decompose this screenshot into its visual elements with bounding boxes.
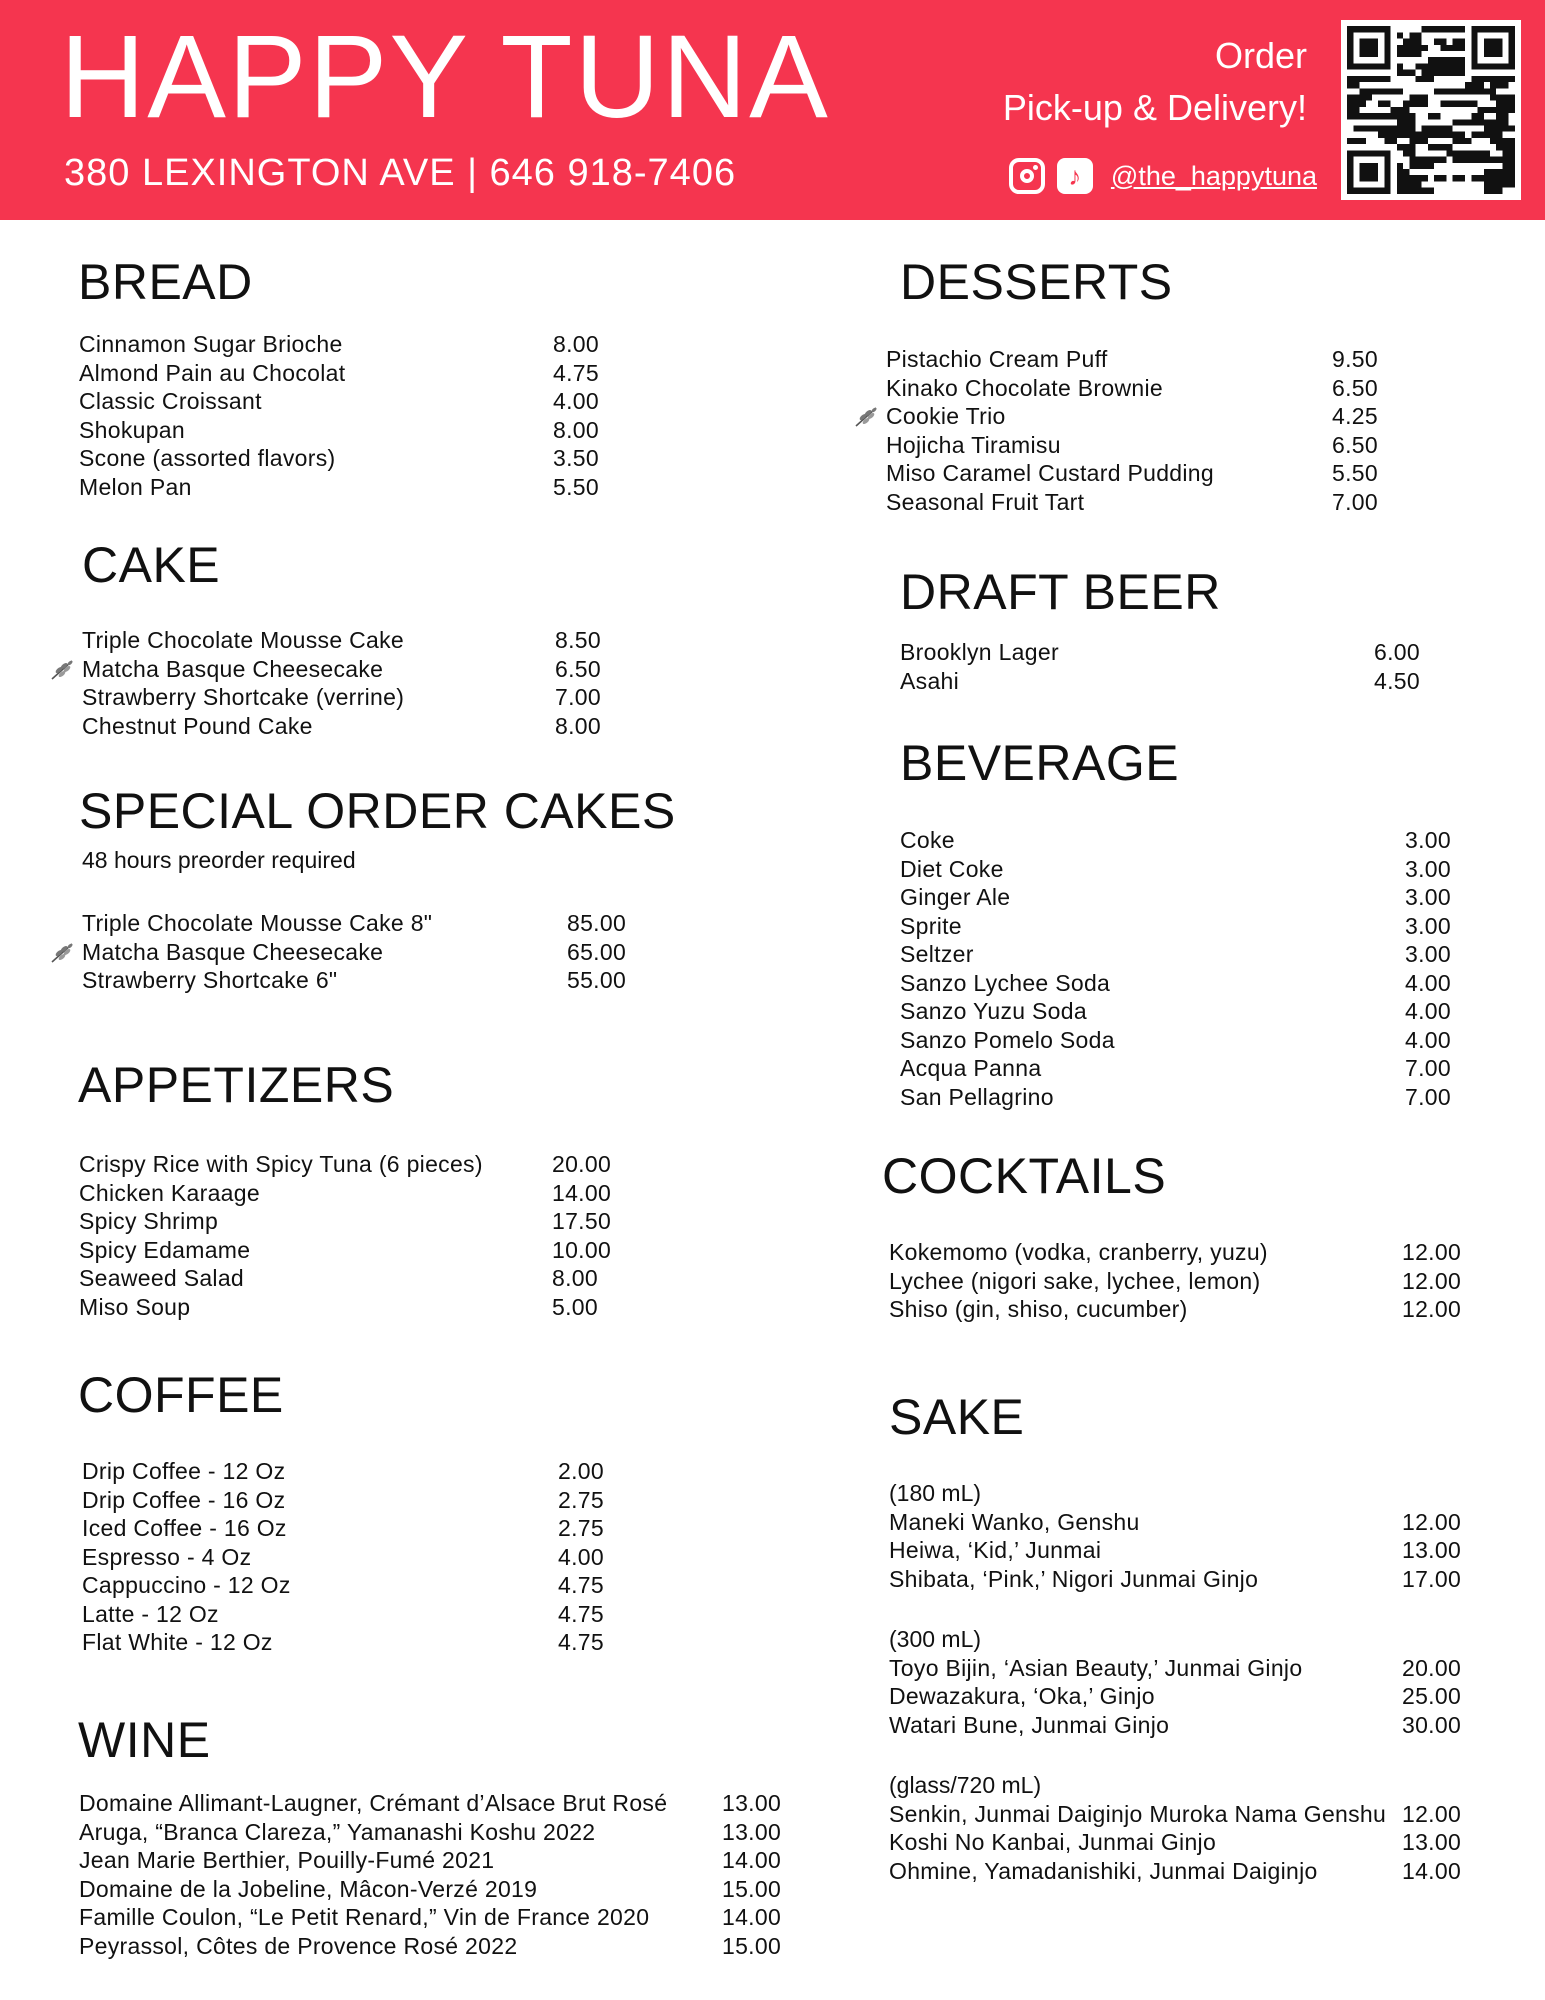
special-order-section: [79, 781, 676, 874]
item-name: Jean Marie Berthier, Pouilly-Fumé 2021: [79, 1847, 495, 1873]
sake-size-label: (300 mL): [889, 1626, 982, 1652]
item-price: 3.00: [1405, 855, 1451, 882]
menu-item: [79, 330, 639, 359]
item-price: 13.00: [1402, 1537, 1462, 1563]
menu-item: [889, 1295, 1469, 1324]
sake-list: [889, 1479, 1489, 1917]
item-price: 2.75: [558, 1486, 604, 1513]
item-price: 8.00: [552, 1265, 598, 1291]
item-price: 5.50: [1332, 460, 1378, 486]
item-price: 4.00: [558, 1543, 604, 1570]
menu-item: [900, 855, 1460, 884]
item-name: Seasonal Fruit Tart: [886, 488, 1085, 515]
item-name: Latte - 12 Oz: [82, 1600, 219, 1627]
item-name: Peyrassol, Côtes de Provence Rosé 2022: [79, 1932, 518, 1959]
item-price: 9.50: [1332, 346, 1378, 372]
item-name: Koshi No Kanbai, Junmai Ginjo: [889, 1829, 1217, 1855]
item-name: Scone (assorted flavors): [79, 445, 336, 471]
item-name: Sprite: [900, 912, 962, 939]
menu-item: [889, 1800, 1489, 1829]
item-name: Seltzer: [900, 941, 974, 967]
item-name: Cookie Trio: [886, 403, 1006, 429]
item-name: Watari Bune, Junmai Ginjo: [889, 1711, 1170, 1738]
item-price: 4.75: [558, 1572, 604, 1598]
brand-title: HAPPY TUNA: [60, 11, 830, 143]
item-name: Sanzo Lychee Soda: [900, 969, 1111, 996]
wheat-icon: [50, 657, 76, 681]
menu-item: [82, 1628, 642, 1657]
sake-size-label: (glass/720 mL): [889, 1772, 1042, 1798]
item-price: 4.50: [1374, 667, 1420, 694]
item-price: 2.75: [558, 1515, 604, 1541]
section-title: COCKTAILS: [882, 1148, 1167, 1204]
item-price: 17.00: [1402, 1565, 1462, 1592]
menu-item: [900, 1026, 1460, 1055]
beverage-list: [900, 826, 1460, 1111]
section-title: COFFEE: [78, 1367, 284, 1423]
item-price: 17.50: [552, 1208, 612, 1234]
item-price: 8.00: [553, 416, 599, 443]
menu-item: [889, 1654, 1489, 1683]
item-name: Senkin, Junmai Daiginjo Muroka Nama Genshu: [889, 1800, 1387, 1827]
item-price: 13.00: [722, 1790, 782, 1816]
menu-item: [79, 1818, 799, 1847]
item-price: 55.00: [567, 967, 627, 993]
item-name: Ginger Ale: [900, 884, 1011, 910]
menu-item: [889, 1682, 1489, 1711]
item-name: Matcha Basque Cheesecake: [82, 655, 384, 682]
item-price: 7.00: [1405, 1055, 1451, 1081]
desserts-list: [886, 345, 1446, 516]
item-name: Famille Coulon, “Le Petit Renard,” Vin de France 2020: [79, 1904, 650, 1930]
address-phone: 380 LEXINGTON AVE | 646 918-7406: [64, 152, 737, 194]
item-name: Ohmine, Yamadanishiki, Junmai Daiginjo: [889, 1857, 1318, 1884]
wheat-icon: [50, 940, 76, 964]
draft-beer-section: [900, 562, 1221, 622]
wheat-icon: [854, 404, 880, 428]
order-callout: [1003, 30, 1307, 134]
menu-item: [82, 655, 642, 684]
cocktails-section: [882, 1146, 1166, 1206]
instagram-icon[interactable]: [1009, 158, 1045, 194]
item-name: Spicy Edamame: [79, 1236, 251, 1263]
item-price: 20.00: [552, 1151, 612, 1177]
item-price: 14.00: [722, 1904, 782, 1930]
menu-item: [79, 1293, 679, 1322]
item-price: 6.00: [1374, 639, 1420, 665]
menu-item: [82, 626, 642, 655]
item-name: Dewazakura, ‘Oka,’ Ginjo: [889, 1683, 1155, 1709]
menu-item: [900, 667, 1460, 696]
item-price: 8.00: [555, 712, 601, 739]
qr-code[interactable]: [1341, 20, 1521, 200]
item-price: 15.00: [722, 1875, 782, 1902]
item-name: Spicy Shrimp: [79, 1208, 219, 1234]
menu-item: [79, 1846, 799, 1875]
item-price: 12.00: [1402, 1239, 1462, 1265]
section-title: BEVERAGE: [900, 735, 1180, 791]
item-price: 4.75: [558, 1600, 604, 1627]
item-name: Espresso - 4 Oz: [82, 1543, 252, 1570]
item-price: 7.00: [555, 684, 601, 710]
social-handle-link[interactable]: @the_happytuna: [1110, 160, 1317, 191]
menu-item: [889, 1711, 1489, 1740]
menu-item: [79, 1150, 679, 1179]
draft-beer-list: [900, 638, 1460, 695]
menu-item: [79, 387, 639, 416]
section-title: SAKE: [889, 1389, 1025, 1445]
wine-section: [78, 1710, 211, 1770]
menu-item: [79, 1903, 799, 1932]
menu-item: [900, 883, 1460, 912]
menu-item: [79, 359, 639, 388]
item-price: 20.00: [1402, 1654, 1462, 1681]
item-name: Matcha Basque Cheesecake: [82, 938, 384, 965]
item-price: 4.75: [553, 359, 599, 386]
item-name: Aruga, “Branca Clareza,” Yamanashi Koshu 2022: [79, 1818, 596, 1845]
cake-list: [82, 626, 642, 740]
menu-item: [79, 444, 639, 473]
menu-item: [889, 1828, 1489, 1857]
menu-item: [82, 712, 642, 741]
section-title: DESSERTS: [900, 254, 1173, 310]
item-price: 3.00: [1405, 912, 1451, 939]
wine-list: [79, 1789, 799, 1960]
coffee-section: [78, 1365, 284, 1425]
item-name: Domaine Allimant-Laugner, Crémant d’Alsace Brut Rosé: [79, 1790, 668, 1816]
menu-item: [886, 402, 1446, 431]
menu-item: [889, 1857, 1489, 1886]
item-name: Iced Coffee - 16 Oz: [82, 1515, 287, 1541]
item-price: 14.00: [722, 1847, 782, 1873]
cocktails-list: [889, 1238, 1469, 1324]
order-line: Order: [1214, 35, 1307, 76]
item-name: Diet Coke: [900, 855, 1004, 882]
item-price: 5.50: [553, 473, 599, 500]
item-name: Strawberry Shortcake (verrine): [82, 684, 405, 710]
menu-item: [82, 966, 642, 995]
item-price: 13.00: [722, 1818, 782, 1845]
item-price: 8.50: [555, 627, 601, 653]
preorder-note: 48 hours preorder required: [82, 847, 356, 873]
menu-item: [889, 1536, 1489, 1565]
menu-item: [82, 1571, 642, 1600]
item-price: 14.00: [1402, 1857, 1462, 1884]
item-name: Chicken Karaage: [79, 1179, 260, 1206]
item-price: 6.50: [555, 655, 601, 682]
sake-group: [889, 1771, 1489, 1885]
menu-item: [79, 1179, 679, 1208]
item-name: Domaine de la Jobeline, Mâcon-Verzé 2019: [79, 1875, 538, 1902]
menu-item: [82, 1600, 642, 1629]
menu-item: [886, 374, 1446, 403]
menu-item: [79, 1789, 799, 1818]
menu-item: [79, 416, 639, 445]
menu-item: [79, 1875, 799, 1904]
item-price: 3.00: [1405, 827, 1451, 853]
menu-item: [900, 997, 1460, 1026]
item-name: Crispy Rice with Spicy Tuna (6 pieces): [79, 1151, 483, 1177]
menu-item: [900, 638, 1460, 667]
item-price: 4.00: [1405, 969, 1451, 996]
item-price: 12.00: [1402, 1800, 1462, 1827]
item-price: 5.00: [552, 1293, 598, 1320]
section-title: WINE: [78, 1712, 211, 1768]
item-price: 4.00: [1405, 998, 1451, 1024]
item-price: 13.00: [1402, 1829, 1462, 1855]
item-name: Brooklyn Lager: [900, 639, 1059, 665]
item-price: 12.00: [1402, 1508, 1462, 1535]
item-price: 25.00: [1402, 1683, 1462, 1709]
section-title: DRAFT BEER: [900, 564, 1221, 620]
menu-item: [889, 1565, 1489, 1594]
beverage-section: [900, 733, 1179, 793]
item-name: Classic Croissant: [79, 388, 262, 414]
menu-item: [82, 909, 642, 938]
item-name: Toyo Bijin, ‘Asian Beauty,’ Junmai Ginjo: [889, 1654, 1303, 1681]
sake-group: [889, 1625, 1489, 1739]
sake-group: [889, 1479, 1489, 1593]
item-price: 6.50: [1332, 374, 1378, 401]
menu-item: [79, 1932, 799, 1961]
menu-item: [889, 1267, 1469, 1296]
tiktok-icon[interactable]: ♪: [1057, 158, 1093, 194]
item-name: Sanzo Yuzu Soda: [900, 998, 1087, 1024]
item-price: 3.00: [1405, 941, 1451, 967]
item-name: Acqua Panna: [900, 1055, 1042, 1081]
item-name: Miso Soup: [79, 1293, 191, 1320]
coffee-list: [82, 1457, 642, 1657]
item-name: Kokemomo (vodka, cranberry, yuzu): [889, 1239, 1268, 1265]
bread-list: [79, 330, 639, 501]
item-name: Melon Pan: [79, 473, 192, 500]
item-price: 12.00: [1402, 1296, 1462, 1322]
item-name: San Pellagrino: [900, 1083, 1054, 1110]
menu-item: [82, 1543, 642, 1572]
item-name: Pistachio Cream Puff: [886, 346, 1108, 372]
item-name: Almond Pain au Chocolat: [79, 359, 346, 386]
item-price: 7.00: [1332, 488, 1378, 515]
item-name: Chestnut Pound Cake: [82, 712, 313, 739]
item-price: 65.00: [567, 938, 627, 965]
item-name: Sanzo Pomelo Soda: [900, 1026, 1115, 1053]
item-name: Kinako Chocolate Brownie: [886, 374, 1163, 401]
section-title: CAKE: [82, 537, 221, 593]
item-name: Shiso (gin, shiso, cucumber): [889, 1296, 1188, 1322]
menu-item: [886, 488, 1446, 517]
item-price: 6.50: [1332, 431, 1378, 458]
item-price: 8.00: [553, 331, 599, 357]
item-name: Flat White - 12 Oz: [82, 1629, 273, 1655]
item-name: Drip Coffee - 12 Oz: [82, 1458, 286, 1484]
menu-item: [886, 431, 1446, 460]
item-name: Lychee (nigori sake, lychee, lemon): [889, 1267, 1261, 1294]
menu-item: [889, 1508, 1489, 1537]
item-price: 4.75: [558, 1629, 604, 1655]
item-price: 4.25: [1332, 403, 1378, 429]
pickup-delivery-line: Pick-up & Delivery!: [1002, 87, 1307, 128]
cake-section: [82, 535, 220, 595]
item-price: 14.00: [552, 1179, 612, 1206]
item-name: Coke: [900, 827, 955, 853]
item-name: Maneki Wanko, Genshu: [889, 1508, 1140, 1535]
sake-section: [889, 1387, 1024, 1447]
item-price: 4.00: [553, 388, 599, 414]
item-price: 4.00: [1405, 1026, 1451, 1053]
item-name: Cinnamon Sugar Brioche: [79, 331, 343, 357]
item-name: Miso Caramel Custard Pudding: [886, 460, 1214, 486]
menu-item: [900, 826, 1460, 855]
menu-item: [900, 912, 1460, 941]
item-price: 30.00: [1402, 1711, 1462, 1738]
item-price: 85.00: [567, 910, 627, 936]
menu-item: [82, 938, 642, 967]
menu-item: [79, 1207, 679, 1236]
menu-item: [900, 1054, 1460, 1083]
social-links: [1009, 158, 1317, 194]
item-name: Shibata, ‘Pink,’ Nigori Junmai Ginjo: [889, 1565, 1259, 1592]
appetizers-section: [78, 1055, 394, 1115]
desserts-section: [900, 252, 1173, 312]
item-price: 10.00: [552, 1236, 612, 1263]
menu-item: [82, 1457, 642, 1486]
sake-size-label: (180 mL): [889, 1480, 982, 1506]
item-price: 3.50: [553, 445, 599, 471]
item-name: Shokupan: [79, 416, 185, 443]
item-name: Cappuccino - 12 Oz: [82, 1572, 291, 1598]
item-price: 12.00: [1402, 1267, 1462, 1294]
section-title: SPECIAL ORDER CAKES: [79, 783, 676, 839]
item-name: Seaweed Salad: [79, 1265, 245, 1291]
item-name: Asahi: [900, 667, 960, 694]
appetizers-list: [79, 1150, 679, 1321]
item-name: Triple Chocolate Mousse Cake 8": [82, 910, 433, 936]
menu-item: [900, 969, 1460, 998]
section-title: APPETIZERS: [78, 1057, 395, 1113]
menu-item: [82, 1486, 642, 1515]
menu-item: [886, 459, 1446, 488]
menu-item: [82, 1514, 642, 1543]
menu-item: [900, 940, 1460, 969]
section-title: BREAD: [78, 254, 253, 310]
item-price: 15.00: [722, 1932, 782, 1959]
item-name: Heiwa, ‘Kid,’ Junmai: [889, 1537, 1102, 1563]
header-banner: [0, 0, 1545, 220]
menu-item: [889, 1238, 1469, 1267]
menu-item: [82, 683, 642, 712]
item-name: Drip Coffee - 16 Oz: [82, 1486, 286, 1513]
special-order-list: [82, 909, 642, 995]
bread-section: [78, 252, 253, 312]
menu-item: [79, 1264, 679, 1293]
item-price: 3.00: [1405, 884, 1451, 910]
menu-item: [79, 473, 639, 502]
item-price: 7.00: [1405, 1083, 1451, 1110]
item-name: Triple Chocolate Mousse Cake: [82, 627, 405, 653]
item-price: 2.00: [558, 1458, 604, 1484]
item-name: Strawberry Shortcake 6": [82, 967, 338, 993]
item-name: Hojicha Tiramisu: [886, 431, 1061, 458]
menu-item: [900, 1083, 1460, 1112]
menu-item: [886, 345, 1446, 374]
menu-item: [79, 1236, 679, 1265]
